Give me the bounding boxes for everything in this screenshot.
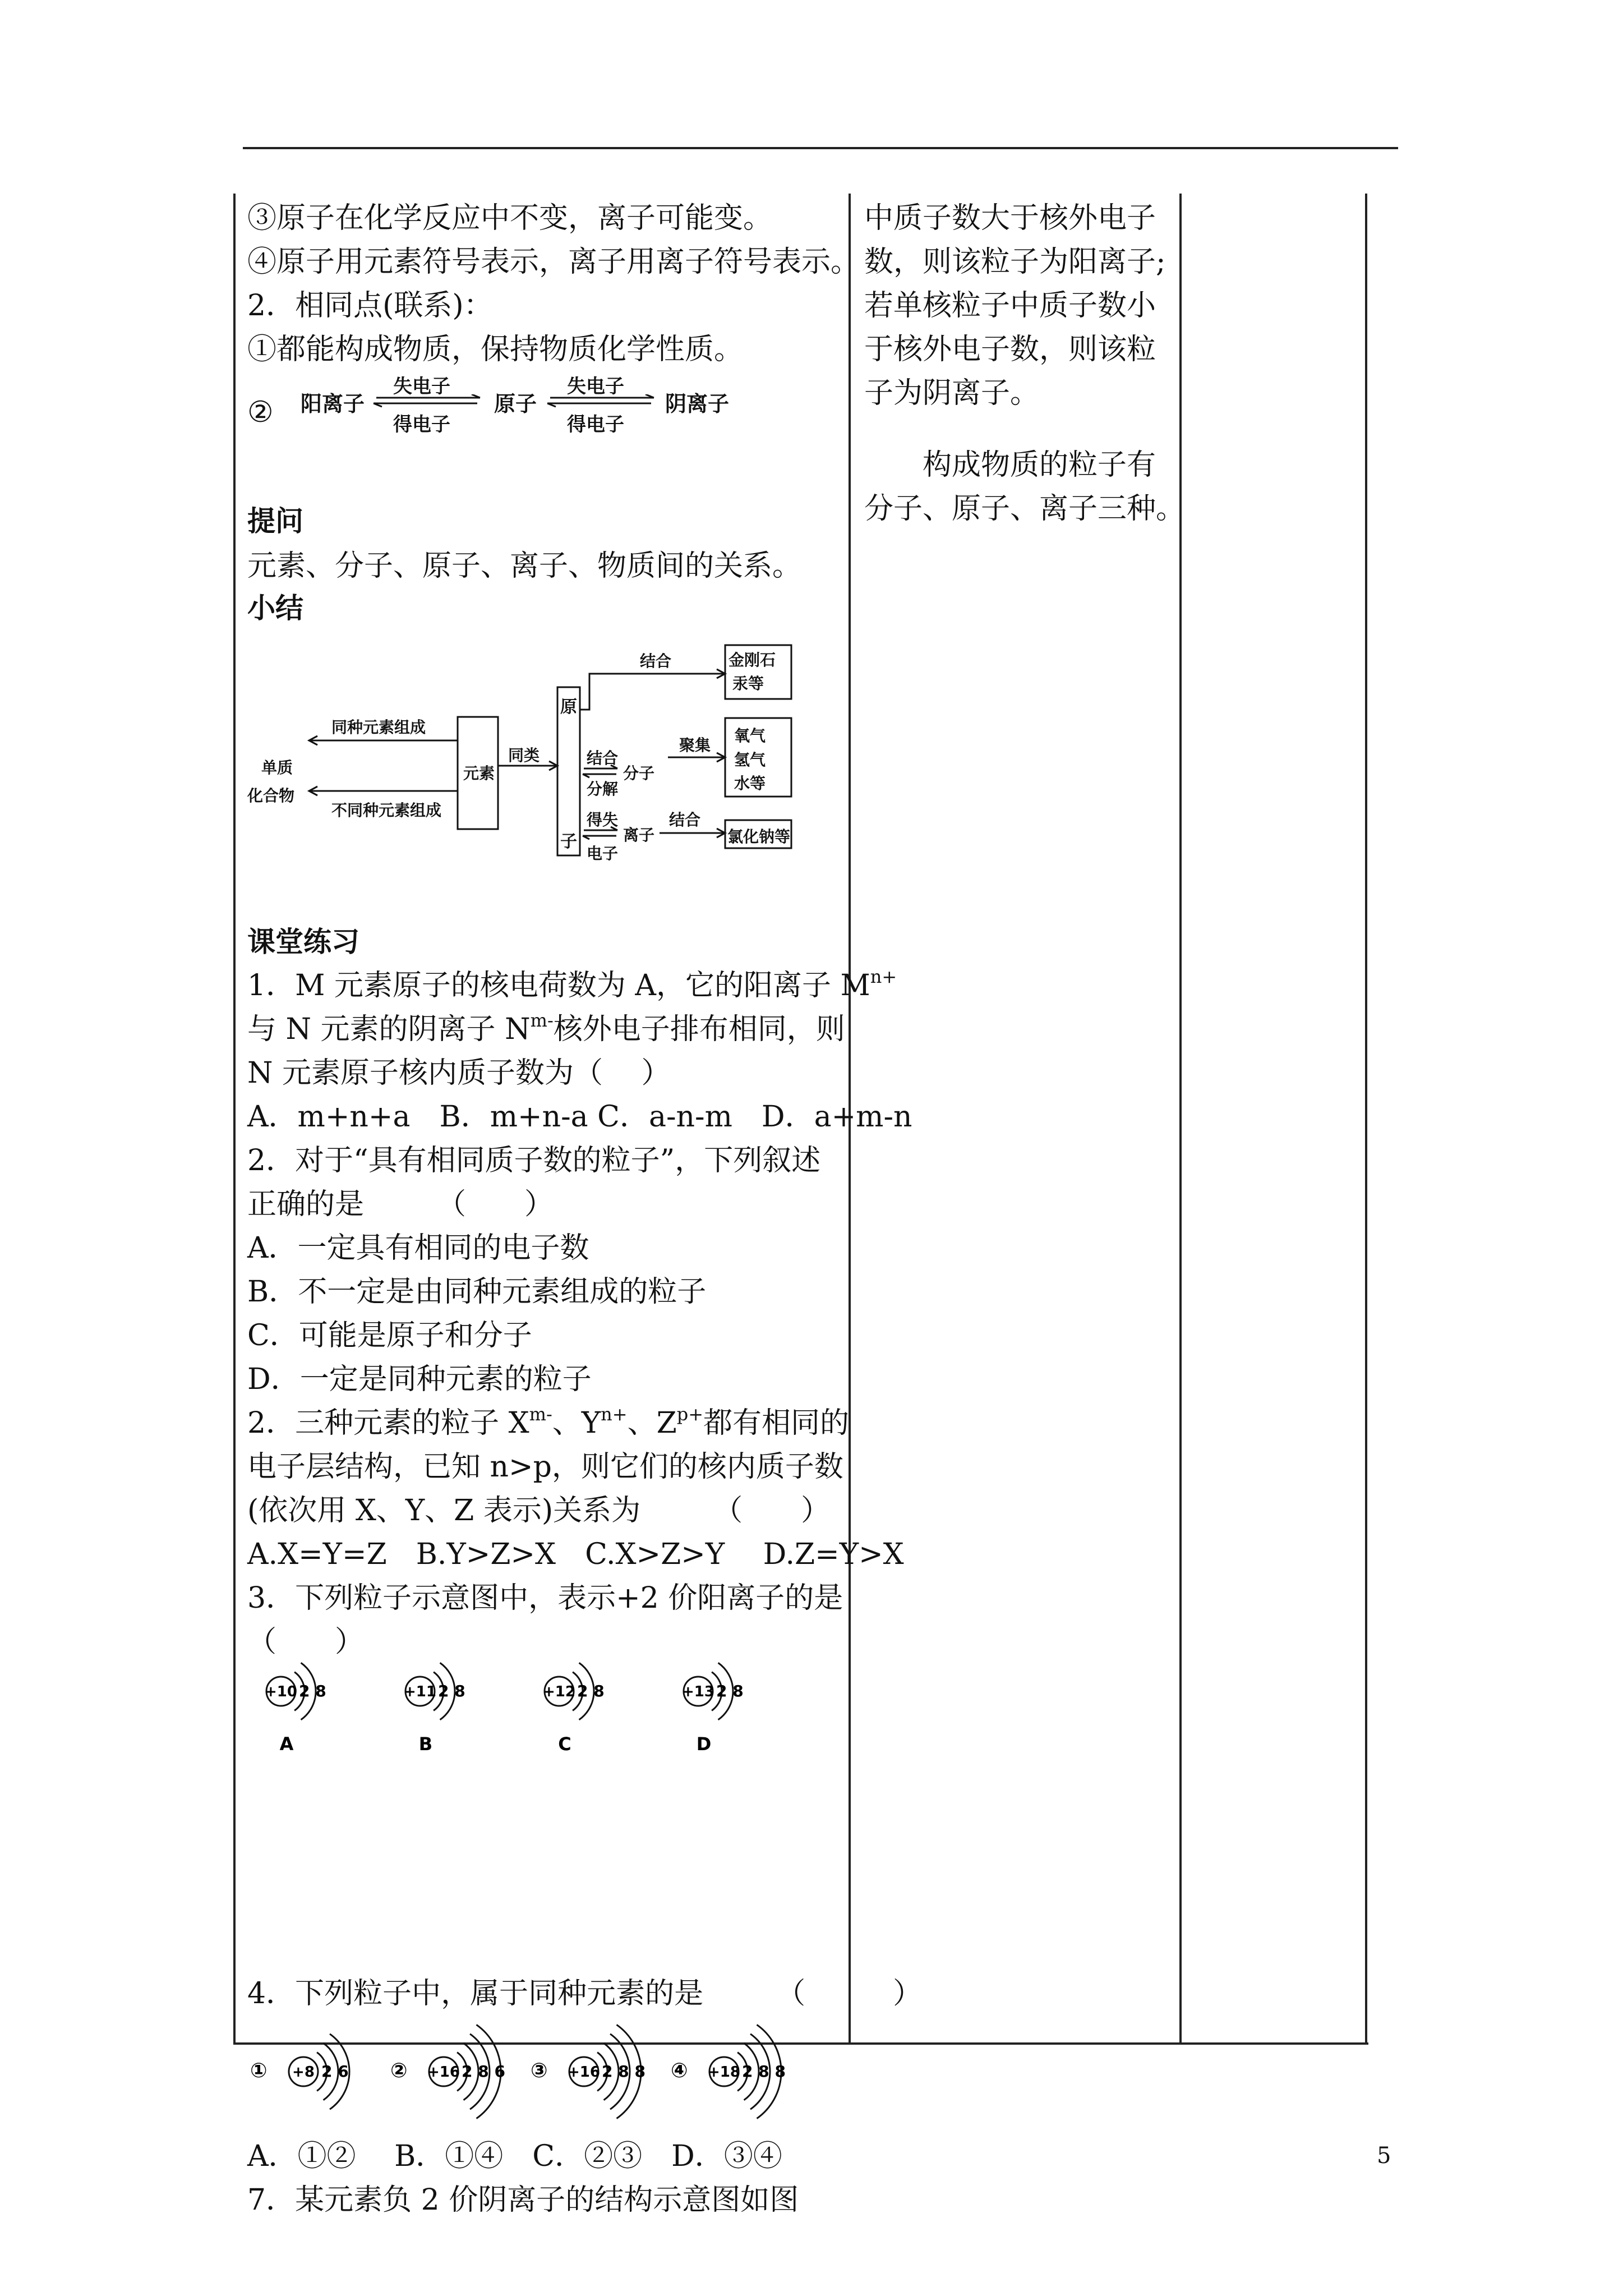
q4-diagram-svg [247, 2017, 864, 2129]
q1-text: 1．M 元素原子的核电荷数为 A，它的阳离子 M [247, 969, 870, 1002]
exercise-heading: 课堂练习 [247, 926, 359, 958]
decompose-label: 分解 [587, 780, 619, 798]
note-line: 若单核粒子中质子数小 [864, 289, 1156, 323]
q2-option: B．不一定是由同种元素组成的粒子 [247, 1275, 707, 1309]
double-arrow-icon [371, 394, 483, 408]
q2b-sup: n+ [601, 1404, 628, 1425]
option-number: ① [250, 2059, 268, 2082]
q1-sup: n+ [870, 966, 897, 987]
question-heading: 提问 [247, 505, 303, 537]
q1-text: 核外电子排布相同，则 [553, 1013, 845, 1046]
compound-label: 化合物 [247, 786, 295, 805]
lose-electron-label: 失电子 [567, 375, 624, 398]
q1-text: 与 N 元素的阴离子 N [247, 1013, 531, 1046]
atom-diagram-q3 [404, 1663, 465, 1720]
oxygen-label: 氧气 [734, 726, 766, 745]
combine-label-1: 结合 [640, 652, 672, 670]
nucleus-charge: +18 [708, 2064, 740, 2081]
q3-diagram-svg [247, 1658, 836, 1759]
same-element-label: 同种元素组成 [331, 718, 426, 737]
q1-line-3: N 元素原子核内质子数为（ ） [247, 1056, 671, 1090]
q2b-line-3: (依次用 X、Y、Z 表示)关系为 （ ） [247, 1494, 831, 1527]
double-arrow-icon [545, 394, 657, 408]
q3-atom-diagrams [247, 1658, 836, 1759]
nucleus-charge: +16 [427, 2064, 460, 2081]
q2b-options: A.X=Y=Z B.Y>Z>X C.X>Z>Y D.Z=Y>X [247, 1538, 904, 1571]
q4-tail [247, 2134, 799, 2222]
text-line: ①都能构成物质，保持物质化学性质。 [247, 333, 744, 366]
shell-electrons: 2 8 [438, 1682, 465, 1700]
q2-line: 正确的是 （ ） [247, 1188, 554, 1221]
anion-label: 阴离子 [665, 392, 730, 416]
molecule-label: 分子 [623, 764, 655, 783]
lesson-table [233, 194, 1366, 2217]
summary-heading: 小结 [247, 592, 303, 624]
option-letter: B [418, 1733, 433, 1755]
gain-lose-label: 得失 [587, 811, 619, 829]
q2b-text: 、Z [627, 1406, 677, 1440]
shell-electrons: 2 8 8 [602, 2062, 645, 2081]
atom-char-2: 子 [560, 832, 577, 852]
option-letter: A [279, 1733, 294, 1755]
notes-column [864, 196, 1186, 531]
element-box-label: 元素 [463, 764, 495, 783]
option-letter: D [696, 1733, 712, 1755]
q2b-line-2: 电子层结构，已知 n>p，则它们的核内质子数 [247, 1450, 843, 1484]
shell-electrons: 2 6 [321, 2062, 349, 2081]
ion-label: 离子 [623, 826, 655, 844]
atom-label: 原子 [494, 392, 537, 416]
q2b-sup: p+ [676, 1404, 703, 1425]
question-text: 元素、分子、原子、离子、物质间的关系。 [247, 549, 802, 583]
nacl-label: 氯化钠等 [727, 827, 791, 846]
table-border-right [1365, 194, 1367, 2045]
note-line: 分子、原子、离子三种。 [864, 492, 1186, 526]
lose-electron-label: 失电子 [393, 375, 450, 398]
nucleus-charge: +16 [568, 2064, 600, 2081]
q4-atom-diagrams [247, 2017, 864, 2129]
note-line: 数，则该粒子为阳离子; [864, 245, 1166, 279]
ion-atom-relation [247, 373, 752, 435]
mercury-label: 汞等 [732, 674, 764, 693]
option-number: ② [390, 2059, 408, 2082]
simple-substance-label: 单质 [261, 758, 293, 777]
q2b-text: 都有相同的 [703, 1406, 850, 1440]
q1-line-1 [247, 964, 912, 1007]
gain-electron-label: 得电子 [393, 413, 450, 436]
hydrogen-label: 氢气 [734, 751, 766, 769]
nucleus-charge: +13 [682, 1683, 714, 1700]
q4-options: A．①② B．①④ C．②③ D．③④ [247, 2139, 782, 2173]
note-line: 构成物质的粒子有 [864, 448, 1156, 482]
atom-diagram-q4 [568, 2024, 645, 2118]
q2-line: 2．对于“具有相同质子数的粒子”，下列叙述 [247, 1144, 821, 1177]
q7-line: 7．某元素负 2 价阴离子的结构示意图如图 [247, 2183, 799, 2217]
atom-diagram-q3 [682, 1663, 744, 1720]
combine-label-2: 结合 [587, 749, 619, 767]
gather-label: 聚集 [679, 736, 711, 754]
shell-electrons: 2 8 6 [462, 2062, 505, 2081]
page-number: 5 [1377, 2143, 1391, 2169]
different-element-label: 不同种元素组成 [331, 801, 442, 820]
q2-option: C．可能是原子和分子 [247, 1319, 532, 1352]
q3-line-1: 3．下列粒子示意图中，表示+2 价阳离子的是 [247, 1581, 843, 1615]
option-number: ③ [531, 2059, 548, 2082]
atom-diagram-q3 [543, 1663, 605, 1720]
difference-points [247, 196, 860, 371]
water-label: 水等 [734, 774, 766, 793]
text-line: ④原子用元素符号表示，离子用离子符号表示。 [247, 245, 860, 279]
gain-electron-label: 得电子 [567, 413, 624, 436]
shell-electrons: 2 8 8 [742, 2062, 786, 2081]
cation-label: 阳离子 [301, 392, 365, 416]
atom-diagram-q4 [289, 2034, 349, 2109]
q1-line-2 [247, 1007, 912, 1051]
q2b-line-1 [247, 1401, 912, 1445]
q1-sup: m- [530, 1010, 554, 1031]
q2-option: A．一定具有相同的电子数 [247, 1231, 589, 1265]
relation-number: ② [247, 395, 274, 429]
nucleus-charge: +10 [265, 1683, 297, 1700]
q2b-text: 、Y [552, 1406, 601, 1440]
note-line: 于核外电子数，则该粒 [864, 333, 1156, 366]
shell-electrons: 2 8 [577, 1682, 605, 1700]
nucleus-charge: +8 [292, 2064, 315, 2081]
same-class-label: 同类 [508, 746, 540, 765]
q4-line-1: 4．下列粒子中，属于同种元素的是 （ ） [247, 1977, 923, 2010]
atom-char-1: 原 [560, 697, 577, 717]
matter-relation-diagram [247, 637, 808, 872]
atom-diagram-q4 [427, 2024, 505, 2118]
electron-label: 电子 [587, 844, 619, 863]
exercise-section [247, 920, 912, 1664]
option-number: ④ [671, 2059, 688, 2082]
combine-label-3: 结合 [669, 811, 701, 829]
text-line: 2．相同点(联系)： [247, 289, 493, 323]
table-border-left [233, 194, 236, 2045]
note-line: 中质子数大于核外电子 [864, 201, 1156, 235]
header-rule [243, 147, 1398, 149]
q2b-sup: m- [529, 1404, 552, 1425]
q1-options: A．m+n+a B．m+n-a C．a-n-m D．a+m-n [247, 1100, 912, 1134]
nucleus-charge: +12 [543, 1683, 575, 1700]
text-line: ③原子在化学反应中不变，离子可能变。 [247, 201, 773, 235]
diamond-label: 金刚石 [728, 651, 776, 669]
q2-option: D．一定是同种元素的粒子 [247, 1363, 592, 1396]
table-divider-2 [1179, 194, 1182, 2045]
q2b-text: 2．三种元素的粒子 X [247, 1406, 529, 1440]
q3-line-2: （ ） [247, 1625, 365, 1659]
atom-diagram-q3 [265, 1663, 326, 1720]
shell-electrons: 2 8 [299, 1682, 326, 1700]
shell-electrons: 2 8 [716, 1682, 744, 1700]
note-line: 子为阴离子。 [864, 376, 1040, 410]
option-letter: C [558, 1733, 571, 1755]
atom-diagram-q4 [708, 2024, 786, 2118]
nucleus-charge: +11 [404, 1683, 436, 1700]
